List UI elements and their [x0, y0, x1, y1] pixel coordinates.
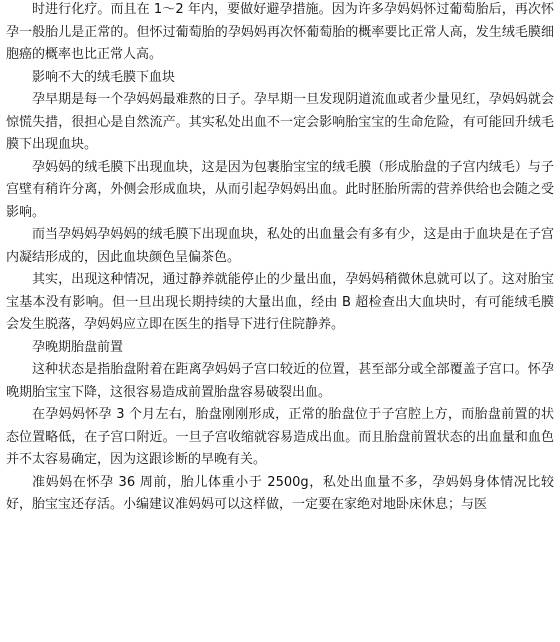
paragraph-1: 时进行化疗。而且在 1～2 年内，要做好避孕措施。因为许多孕妈妈怀过葡萄胎后，再次怀孕一般胎儿是正常的。但怀过葡萄胎的孕妈妈再次怀葡萄胎的概率要比正常人高，发生绒毛膜细胞癌的概率也比正常人高。	[6, 2, 554, 62]
paragraph-4: 而当孕妈妈孕妈妈的绒毛膜下出现血块，私处的出血量会有多有少，这是由于血块是在子宫内凝结形成的，因此血块颜色呈偏茶色。	[6, 227, 554, 265]
paragraph-8: 准妈妈在怀孕 36 周前，胎儿体重小于 2500g，私处出血量不多，孕妈妈身体情况比较好，胎宝宝还存活。小编建议准妈妈可以这样做，一定要在家绝对地卧床休息；与医	[6, 474, 554, 512]
paragraph-5: 其实，出现这种情况，通过静养就能停止的少量出血，孕妈妈稍微休息就可以了。这对胎宝宝基本没有影响。但一旦出现长期持续的大量出血，经由 B 超检查出大血块时，有可能绒毛膜会发生脱落，孕妈妈应立即在医生的指导下进行住院静养。	[6, 272, 554, 332]
paragraph-7: 在孕妈妈怀孕 3 个月左右，胎盘刚刚形成，正常的胎盘位于子宫腔上方，而胎盘前置的状态位置略低，在子宫口附近。一旦子宫收缩就容易造成出血。而且胎盘前置状态的出血量和血色并不太容易确定，因为这跟诊断的早晚有关。	[6, 407, 554, 467]
section-heading-chorionic-hematoma: 影响不大的绒毛膜下血块	[32, 69, 176, 85]
paragraph-6: 这种状态是指胎盘附着在距离孕妈妈子宫口较近的位置，甚至部分或全部覆盖子宫口。怀孕晚期胎宝宝下降，这很容易造成前置胎盘容易破裂出血。	[6, 362, 554, 400]
paragraph-3: 孕妈妈的绒毛膜下出现血块，这是因为包裹胎宝宝的绒毛膜（形成胎盘的子宫内绒毛）与子宫壁有稍许分离，外侧会形成血块，从而引起孕妈妈出血。此时胚胎所需的营养供给也会随之受影响。	[6, 159, 554, 220]
paragraph-2: 孕早期是每一个孕妈妈最难熬的日子。孕早期一旦发现阴道流血或者少量见红，孕妈妈就会惊慌失措，很担心是自然流产。其实私处出血不一定会影响胎宝宝的生命危险，有可能回升绒毛膜下出现血块。	[6, 92, 554, 152]
section-heading-placenta-previa: 孕晚期胎盘前置	[32, 339, 124, 355]
